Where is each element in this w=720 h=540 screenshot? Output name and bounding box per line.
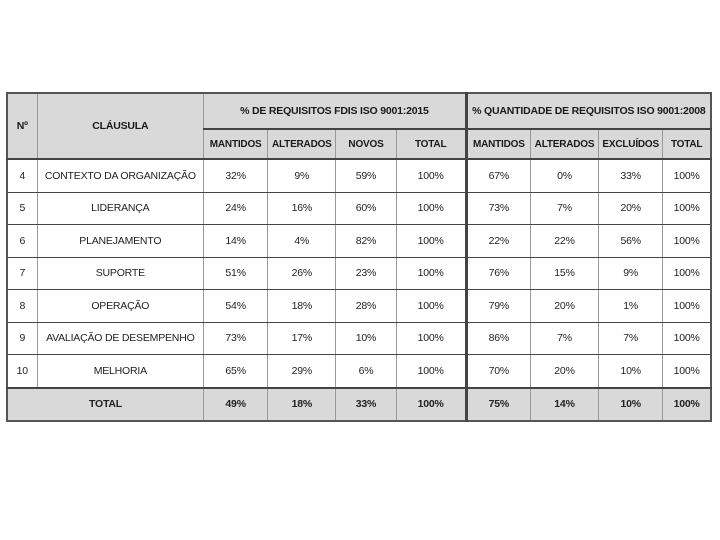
row-value: 70% <box>466 355 530 388</box>
row-value: 26% <box>268 257 336 290</box>
row-value: 100% <box>663 322 711 355</box>
row-value: 59% <box>336 159 396 192</box>
row-number: 6 <box>7 225 37 258</box>
header-fdis-alterados: ALTERADOS <box>268 129 336 159</box>
row-value: 16% <box>268 192 336 225</box>
total-value: 18% <box>268 388 336 421</box>
header-2008-total: TOTAL <box>663 129 711 159</box>
header-fdis-novos: NOVOS <box>336 129 396 159</box>
table-row <box>7 322 711 355</box>
row-value: 7% <box>530 322 598 355</box>
row-value: 1% <box>599 290 663 323</box>
row-value: 100% <box>663 192 711 225</box>
total-row <box>7 388 711 421</box>
row-value: 51% <box>204 257 268 290</box>
row-number: 8 <box>7 290 37 323</box>
total-value: 10% <box>599 388 663 421</box>
row-value: 100% <box>663 225 711 258</box>
row-value: 7% <box>530 192 598 225</box>
row-clause: AVALIAÇÃO DE DESEMPENHO <box>37 322 203 355</box>
row-value: 14% <box>204 225 268 258</box>
row-clause: LIDERANÇA <box>37 192 203 225</box>
row-value: 20% <box>599 192 663 225</box>
row-value: 15% <box>530 257 598 290</box>
row-value: 100% <box>396 322 466 355</box>
row-value: 10% <box>336 322 396 355</box>
row-value: 9% <box>599 257 663 290</box>
row-value: 79% <box>466 290 530 323</box>
row-value: 24% <box>204 192 268 225</box>
header-2008-alterados: ALTERADOS <box>530 129 598 159</box>
header-fdis-mantidos: MANTIDOS <box>204 129 268 159</box>
table-row <box>7 192 711 225</box>
header-clause: CLÁUSULA <box>37 93 203 159</box>
row-value: 23% <box>336 257 396 290</box>
header-group-iso2008: % QUANTIDADE DE REQUISITOS ISO 9001:2008 <box>466 93 711 129</box>
row-clause: SUPORTE <box>37 257 203 290</box>
row-number: 5 <box>7 192 37 225</box>
header-number: Nº <box>7 93 37 159</box>
row-number: 10 <box>7 355 37 388</box>
row-value: 28% <box>336 290 396 323</box>
total-value: 100% <box>663 388 711 421</box>
row-value: 73% <box>466 192 530 225</box>
row-value: 100% <box>396 355 466 388</box>
row-value: 86% <box>466 322 530 355</box>
row-value: 32% <box>204 159 268 192</box>
row-value: 18% <box>268 290 336 323</box>
row-value: 0% <box>530 159 598 192</box>
total-value: 49% <box>204 388 268 421</box>
header-group-fdis: % DE REQUISITOS FDIS ISO 9001:2015 <box>204 93 467 129</box>
row-value: 100% <box>396 257 466 290</box>
row-value: 100% <box>396 159 466 192</box>
row-value: 20% <box>530 290 598 323</box>
row-value: 65% <box>204 355 268 388</box>
row-value: 100% <box>663 257 711 290</box>
row-value: 33% <box>599 159 663 192</box>
total-value: 100% <box>396 388 466 421</box>
row-value: 76% <box>466 257 530 290</box>
total-value: 14% <box>530 388 598 421</box>
row-clause: PLANEJAMENTO <box>37 225 203 258</box>
header-fdis-total: TOTAL <box>396 129 466 159</box>
header-2008-mantidos: MANTIDOS <box>466 129 530 159</box>
row-value: 6% <box>336 355 396 388</box>
row-number: 4 <box>7 159 37 192</box>
row-value: 67% <box>466 159 530 192</box>
row-value: 22% <box>466 225 530 258</box>
row-value: 56% <box>599 225 663 258</box>
row-value: 20% <box>530 355 598 388</box>
table-row <box>7 225 711 258</box>
row-clause: CONTEXTO DA ORGANIZAÇÃO <box>37 159 203 192</box>
table-body <box>7 159 711 421</box>
header-2008-excluidos: EXCLUÍDOS <box>599 129 663 159</box>
table-row <box>7 257 711 290</box>
total-label: TOTAL <box>7 388 204 421</box>
row-value: 54% <box>204 290 268 323</box>
row-value: 73% <box>204 322 268 355</box>
table-row <box>7 290 711 323</box>
row-value: 4% <box>268 225 336 258</box>
row-value: 100% <box>663 290 711 323</box>
row-value: 7% <box>599 322 663 355</box>
row-value: 9% <box>268 159 336 192</box>
row-value: 100% <box>396 225 466 258</box>
row-value: 10% <box>599 355 663 388</box>
row-number: 7 <box>7 257 37 290</box>
table-row <box>7 159 711 192</box>
row-value: 60% <box>336 192 396 225</box>
row-value: 100% <box>396 192 466 225</box>
table-row <box>7 355 711 388</box>
row-clause: OPERAÇÃO <box>37 290 203 323</box>
row-number: 9 <box>7 322 37 355</box>
row-value: 22% <box>530 225 598 258</box>
row-value: 82% <box>336 225 396 258</box>
total-value: 33% <box>336 388 396 421</box>
row-value: 100% <box>663 159 711 192</box>
row-value: 17% <box>268 322 336 355</box>
requirements-table <box>6 92 712 422</box>
total-value: 75% <box>466 388 530 421</box>
row-value: 29% <box>268 355 336 388</box>
row-clause: MELHORIA <box>37 355 203 388</box>
row-value: 100% <box>663 355 711 388</box>
row-value: 100% <box>396 290 466 323</box>
